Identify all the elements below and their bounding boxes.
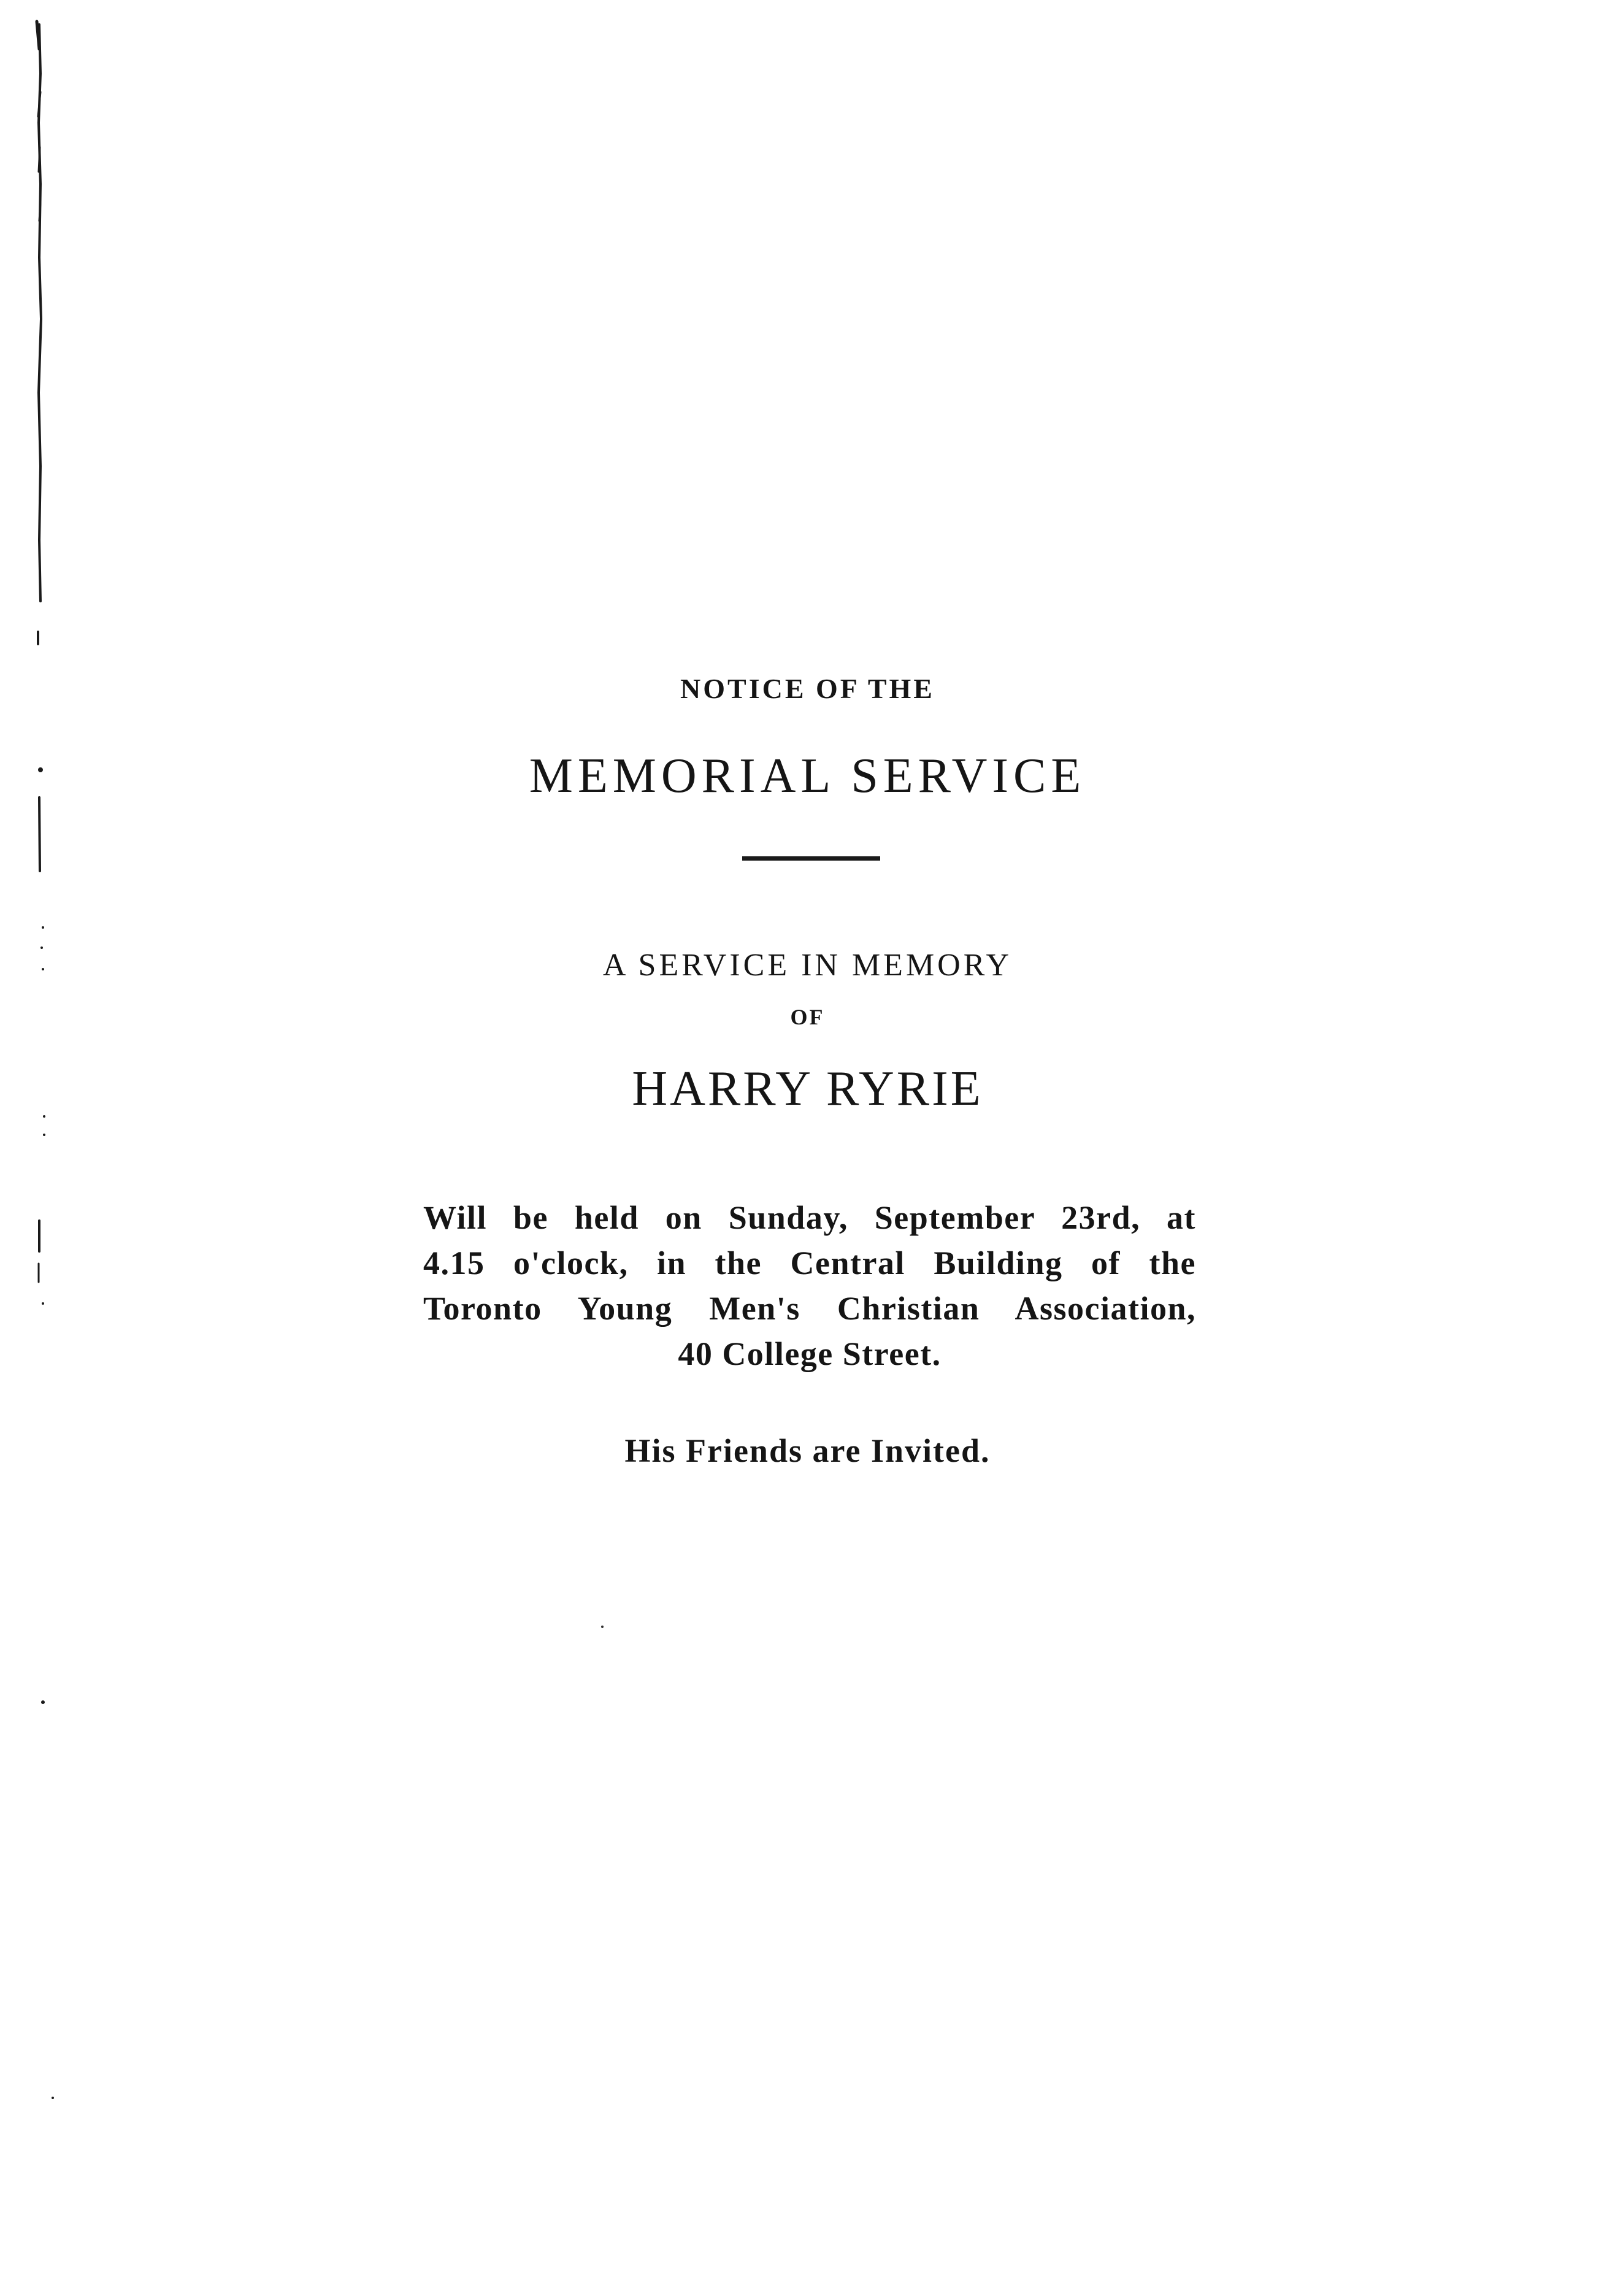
scan-speck [601,1626,604,1628]
of-line: OF [790,1005,825,1029]
notice-heading-main: MEMORIAL SERVICE [529,749,1086,803]
honoree-name: HARRY RYRIE [632,1062,983,1116]
scanned-binding-edge [0,0,86,2296]
title-divider-rule [742,856,880,861]
service-details-line: 40 College Street. [678,1335,942,1372]
service-details-paragraph [423,1195,1196,1376]
invitation-line: His Friends are Invited. [624,1432,991,1469]
service-in-memory-line: A SERVICE IN MEMORY [602,948,1013,983]
service-details-line: Toronto Young Men's Christian Association, [423,1290,1196,1327]
service-details-line: 4.15 o'clock, in the Central Building of the [423,1245,1196,1281]
notice-heading-small: NOTICE OF THE [680,673,935,704]
service-details-line: Will be held on Sunday, September 23rd, at [423,1199,1196,1236]
